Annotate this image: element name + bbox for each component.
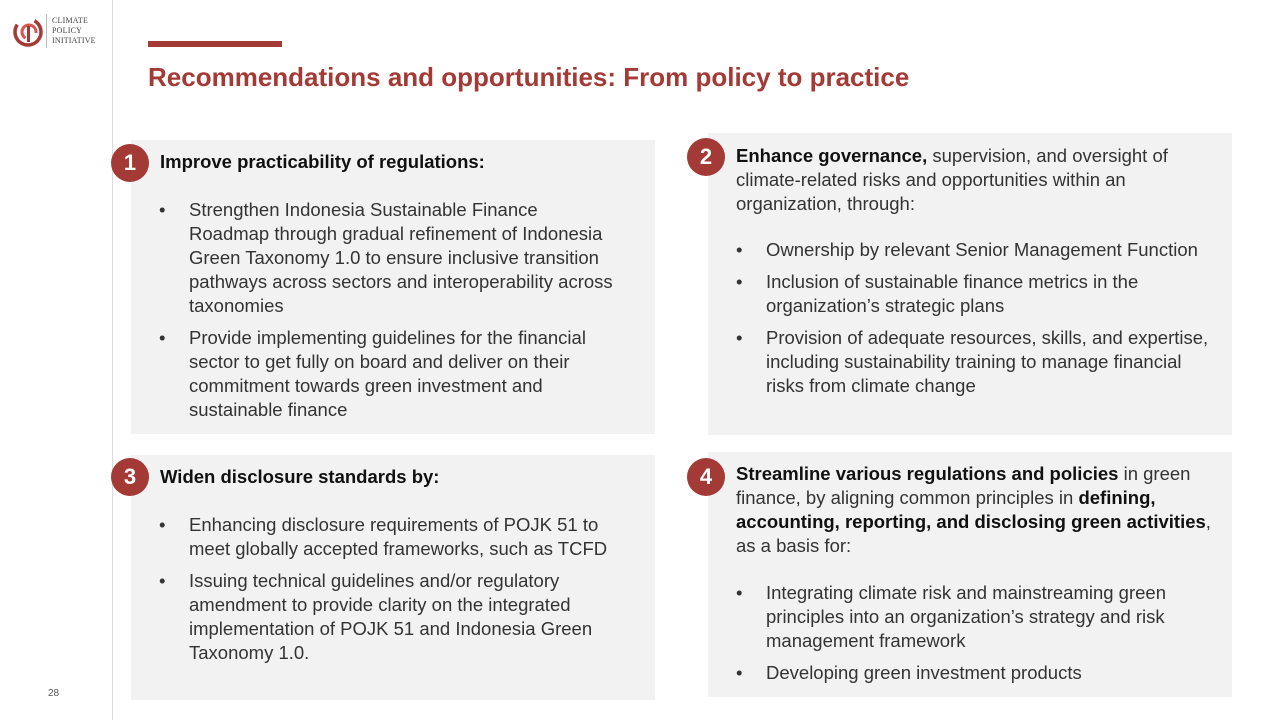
card-4-heading	[736, 462, 1216, 558]
logo-divider	[46, 14, 47, 48]
card-2-heading	[736, 144, 1216, 216]
list-item: • Ownership by relevant Senior Management Function	[736, 238, 1216, 262]
card-4-heading-bold-1: Streamline various regulations and policies	[736, 463, 1119, 484]
list-item: • Strengthen Indonesia Sustainable Finance Roadmap through gradual refinement of Indonesia Green Taxonomy 1.0 to ensure inclusive transition pathways across sectors and interoperability across taxonomies	[159, 198, 619, 318]
card-1-bullet-list	[159, 198, 619, 430]
list-item: • Developing green investment products	[736, 661, 1216, 685]
sidebar	[0, 0, 113, 720]
logo-line-2: POLICY	[52, 26, 83, 35]
card-1-heading: Improve practicability of regulations:	[160, 151, 485, 172]
list-item: • Integrating climate risk and mainstreaming green principles into an organization’s strategy and risk management framework	[736, 581, 1216, 653]
card-2-heading-bold: Enhance governance,	[736, 145, 928, 166]
list-item: • Issuing technical guidelines and/or regulatory amendment to provide clarity on the integrated implementation of POJK 51 and Indonesia Green Taxonomy 1.0.	[159, 569, 639, 665]
logo-text	[52, 16, 96, 46]
number-badge-1: 1	[111, 144, 149, 182]
card-4-bullet-list	[736, 581, 1216, 693]
page-title: Recommendations and opportunities: From policy to practice	[148, 62, 910, 92]
list-item: • Provision of adequate resources, skills, and expertise, including sustainability training to manage financial risks from climate change	[736, 326, 1216, 398]
card-3-heading: Widen disclosure standards by:	[160, 466, 440, 487]
card-3-bullet-list	[159, 513, 639, 673]
logo-line-1: CLIMATE	[52, 16, 89, 25]
list-item: • Enhancing disclosure requirements of POJK 51 to meet globally accepted frameworks, such as TCFD	[159, 513, 639, 561]
logo-line-3: INITIATIVE	[52, 36, 96, 45]
logo-mark-icon	[12, 14, 44, 48]
number-badge-2: 2	[687, 138, 725, 176]
card-2-bullet-list	[736, 238, 1216, 406]
number-badge-3: 3	[111, 458, 149, 496]
card-4-heading-bold-2: defining, accounting, reporting, and disclosing green activities	[736, 487, 1206, 532]
card-4-heading-rest-2: , as a basis for:	[736, 511, 1211, 556]
card-2-heading-rest: supervision, and oversight of climate-related risks and opportunities within an organization, through:	[736, 145, 1168, 214]
card-4-heading-rest-1: in green finance, by aligning common principles in	[736, 463, 1191, 508]
title-accent-bar	[148, 41, 282, 47]
page-number: 28	[48, 688, 60, 699]
list-item: • Inclusion of sustainable finance metrics in the organization’s strategic plans	[736, 270, 1216, 318]
climate-policy-initiative-logo	[12, 14, 108, 50]
list-item: • Provide implementing guidelines for the financial sector to get fully on board and deliver on their commitment towards green investment and sustainable finance	[159, 326, 619, 422]
number-badge-4: 4	[687, 458, 725, 496]
